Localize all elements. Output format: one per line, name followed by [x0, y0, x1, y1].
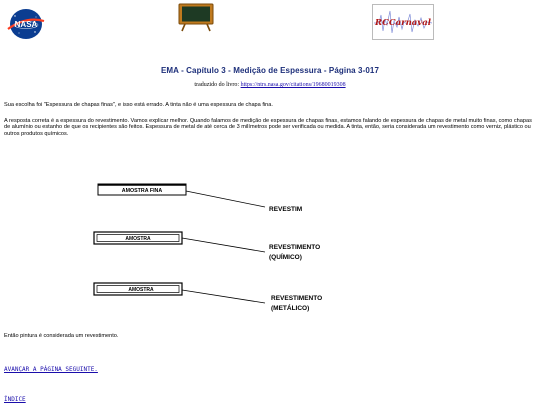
paragraph-choice: Sua escolha foi "Espessura de chapas finas", e isso está errado. A tinta não é uma espessura de chapa fina.	[4, 102, 273, 108]
source-link[interactable]: https://ntrs.nasa.gov/citations/19680019308	[240, 82, 346, 88]
coating-label-3b: (METÁLICO)	[271, 305, 310, 312]
pointer-line-1	[186, 191, 265, 207]
coating-label-1: REVESTIM	[269, 206, 303, 213]
paragraph-conclusion: Então pintura é considerada um revestimento.	[4, 333, 119, 339]
translated-source	[0, 82, 540, 88]
pointer-line-2	[182, 238, 265, 252]
nasa-logo-text: NASA	[14, 20, 38, 29]
pointer-line-3	[182, 290, 265, 303]
coating-diagram	[0, 175, 540, 325]
rc-carnaval-logo	[372, 4, 434, 40]
page-title: EMA - Capítulo 3 - Medição de Espessura - Página 3-017	[160, 66, 380, 75]
index-link[interactable]: ÍNDICE	[4, 396, 26, 403]
sample-thin-sheet	[98, 184, 186, 195]
sample1-label: AMOSTRA FINA	[121, 188, 163, 194]
sample3-label: AMOSTRA	[128, 287, 154, 293]
nasa-logo	[6, 8, 46, 40]
sample2-label: AMOSTRA	[125, 236, 151, 242]
translated-prefix: traduzido do livro:	[194, 82, 240, 88]
coating-label-2b: (QUÍMICO)	[269, 254, 302, 261]
coating-label-3a: REVESTIMENTO	[271, 295, 323, 302]
coating-label-2a: REVESTIMENTO	[269, 244, 321, 251]
sample-metallic-coating	[94, 283, 182, 295]
rc-logo-text: RCCarnaval	[375, 18, 431, 28]
sample-chemical-coating	[94, 232, 182, 244]
next-page-link[interactable]: AVANÇAR A PÁGINA SEGUINTE.	[4, 366, 98, 373]
paragraph-explanation: A resposta correta é a espessura do revestimento. Vamos explicar melhor. Quando falamos de medição de espessura de chapas finas, estamos falando de espessura de chapas de metal muito finas, como chapas de alumínio ou estanho de que os recipientes são feitos. Espessura de metal de até cerca de 3 milímetros pode ser verificada ou medida. A tinta, então, seria considerada um revestimento como verniz, plástico ou outros produtos químicos.	[4, 118, 532, 137]
chalkboard-icon	[176, 3, 216, 32]
